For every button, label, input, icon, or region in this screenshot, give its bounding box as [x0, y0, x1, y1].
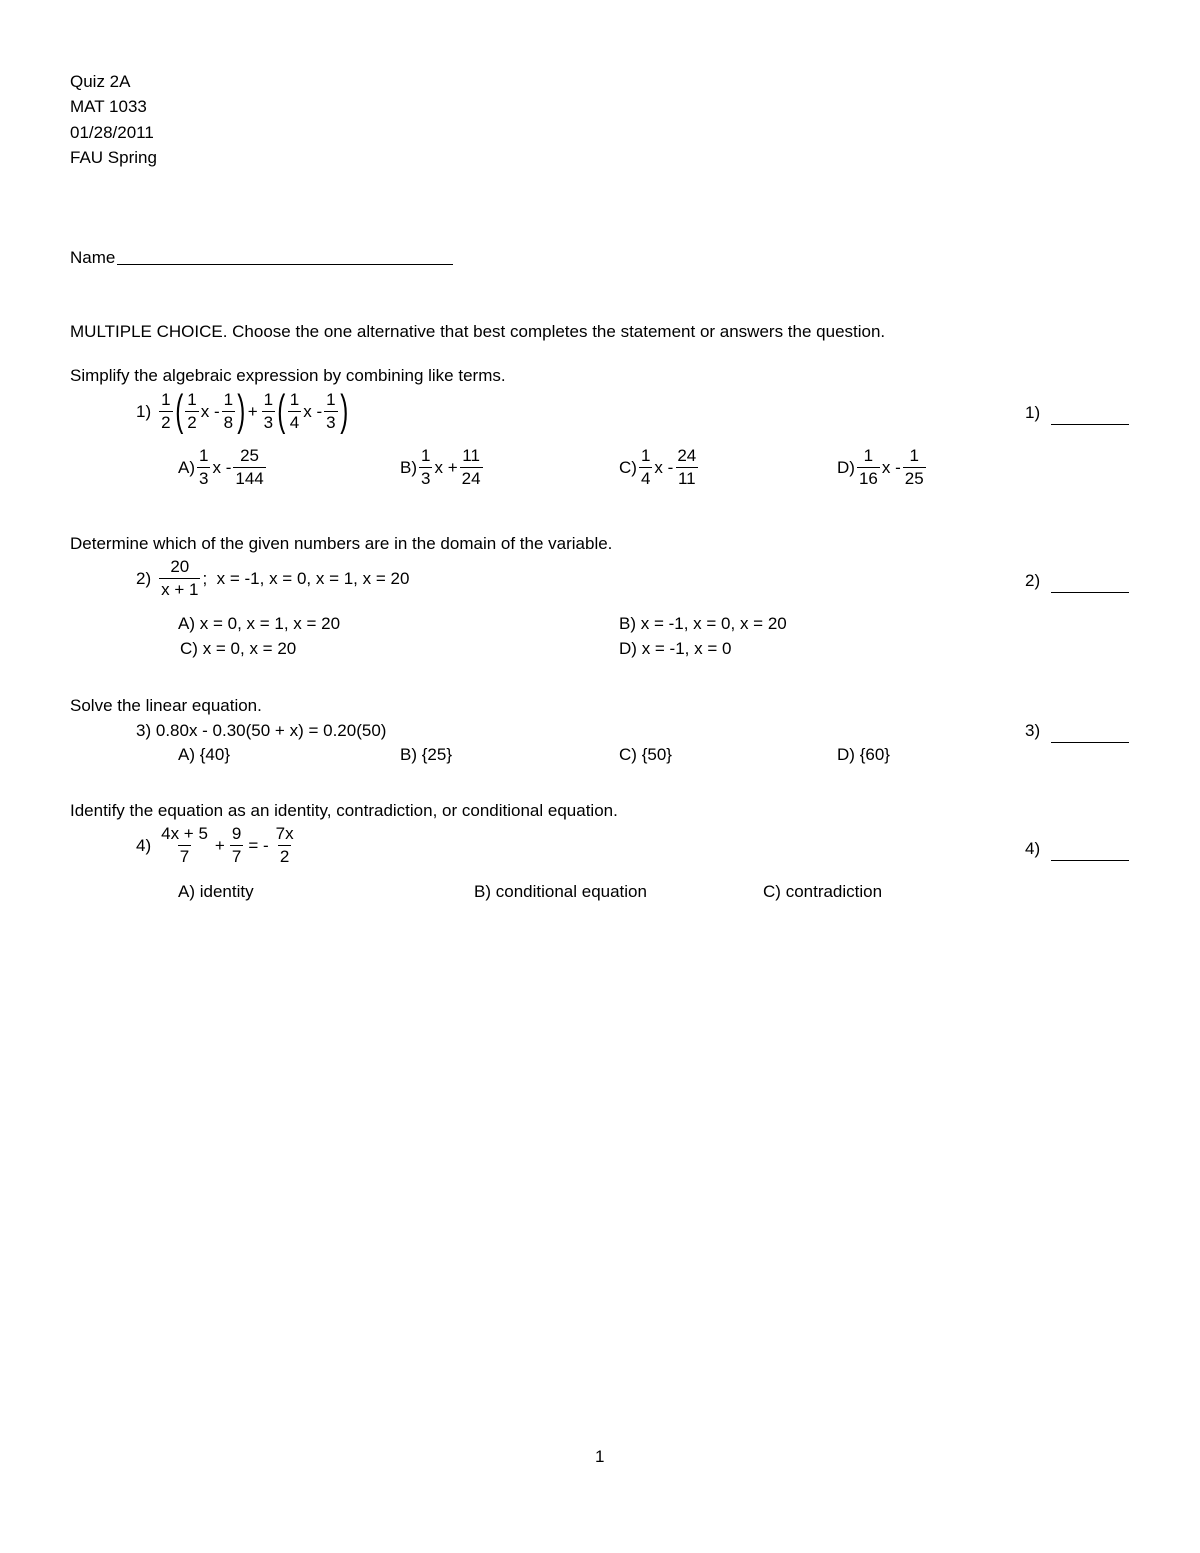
page-number: 1 — [595, 1447, 605, 1466]
answer-3-blank[interactable] — [1051, 742, 1129, 743]
frac-4-3: $\frac{7x}{2}$ — [275, 824, 294, 866]
section2-directive: Determine which of the given numbers are in the domain of the variable. — [70, 534, 613, 553]
question-2: 2) $\frac{20}{x + 1}$ ; x = -1, x = 0, x = 1, x = 20 — [136, 557, 410, 599]
question-4: 4) $\frac{4x + 5}{7}$ + $\frac{9}{7}$ = - $\frac{7x}{2}$ — [136, 824, 294, 866]
answer-4-blank[interactable] — [1051, 860, 1129, 861]
coef-frac-2: $\frac{1}{3}$ — [263, 389, 274, 432]
choice-4c[interactable]: C) contradiction — [763, 882, 883, 901]
question-2-values: ; x = -1, x = 0, x = 1, x = 20 — [202, 568, 410, 588]
choice-4a[interactable]: A) identity — [178, 882, 254, 901]
choice-3c[interactable]: C) {50} — [619, 745, 672, 764]
domain-frac: $\frac{20}{x + 1}$ — [161, 557, 199, 599]
coef-frac-1: $\frac{1}{2}$ — [161, 389, 171, 432]
close-paren: ) — [339, 386, 348, 435]
question-1-label: 1) — [136, 401, 152, 421]
plus-sign: + — [247, 401, 258, 421]
quiz-title: Quiz 2A — [70, 72, 131, 91]
choice-3d[interactable]: D) {60} — [837, 745, 890, 764]
frac-4-1: $\frac{4x + 5}{7}$ — [161, 824, 208, 866]
question-3: 3) 0.80x - 0.30(50 + x) = 0.20(50) — [136, 721, 387, 740]
var-a: x - — [200, 401, 220, 421]
answer-1-label: 1) — [1025, 403, 1041, 422]
choice-3b[interactable]: B) {25} — [400, 745, 452, 764]
choice-2b[interactable]: B) x = -1, x = 0, x = 20 — [619, 614, 787, 633]
frac-e: $\frac{1}{3}$ — [326, 389, 336, 432]
choice-2c[interactable]: C) x = 0, x = 20 — [180, 639, 297, 658]
answer-3-label: 3) — [1025, 721, 1041, 740]
open-paren: ( — [174, 386, 183, 435]
choice-1a[interactable]: A) $\frac{1}{3}$ x - $\frac{25}{144}$ — [178, 446, 264, 488]
frac-a: $\frac{1}{2}$ — [187, 389, 197, 432]
answer-4-label: 4) — [1025, 839, 1041, 858]
section3-directive: Solve the linear equation. — [70, 696, 262, 715]
choice-2a[interactable]: A) x = 0, x = 1, x = 20 — [178, 614, 341, 633]
instructions: MULTIPLE CHOICE. Choose the one alternative that best completes the statement or answers the question. — [70, 322, 886, 341]
frac-4-2: $\frac{9}{7}$ — [231, 824, 242, 866]
choice-1d[interactable]: D) $\frac{1}{16}$ x - $\frac{1}{25}$ — [837, 446, 924, 488]
name-field[interactable] — [70, 249, 453, 266]
section4-directive: Identify the equation as an identity, contradiction, or conditional equation. — [70, 801, 618, 820]
choice-3a[interactable]: A) {40} — [178, 745, 230, 764]
choice-2d[interactable]: D) x = -1, x = 0 — [619, 639, 732, 658]
question-1 — [136, 386, 348, 435]
open-paren: ( — [277, 386, 286, 435]
quiz-date: 01/28/2011 — [70, 123, 154, 142]
name-label: Name — [70, 248, 116, 267]
choice-1b[interactable]: B) $\frac{1}{3}$ x + $\frac{11}{24}$ — [400, 446, 481, 488]
answer-2-blank[interactable] — [1051, 592, 1129, 593]
close-paren: ) — [237, 386, 246, 435]
frac-b: $\frac{1}{8}$ — [223, 389, 234, 432]
answer-2-label: 2) — [1025, 571, 1041, 590]
choice-4b[interactable]: B) conditional equation — [474, 882, 647, 901]
course-code: MAT 1033 — [70, 97, 147, 116]
term: FAU Spring — [70, 148, 157, 167]
frac-d: $\frac{1}{4}$ — [289, 389, 300, 432]
choice-1c[interactable]: C) $\frac{1}{4}$ x - $\frac{24}{11}$ — [619, 446, 697, 488]
section1-directive: Simplify the algebraic expression by combining like terms. — [70, 366, 506, 385]
var-d: x - — [303, 401, 323, 421]
answer-1-blank[interactable] — [1051, 424, 1129, 425]
name-line[interactable] — [117, 264, 453, 265]
